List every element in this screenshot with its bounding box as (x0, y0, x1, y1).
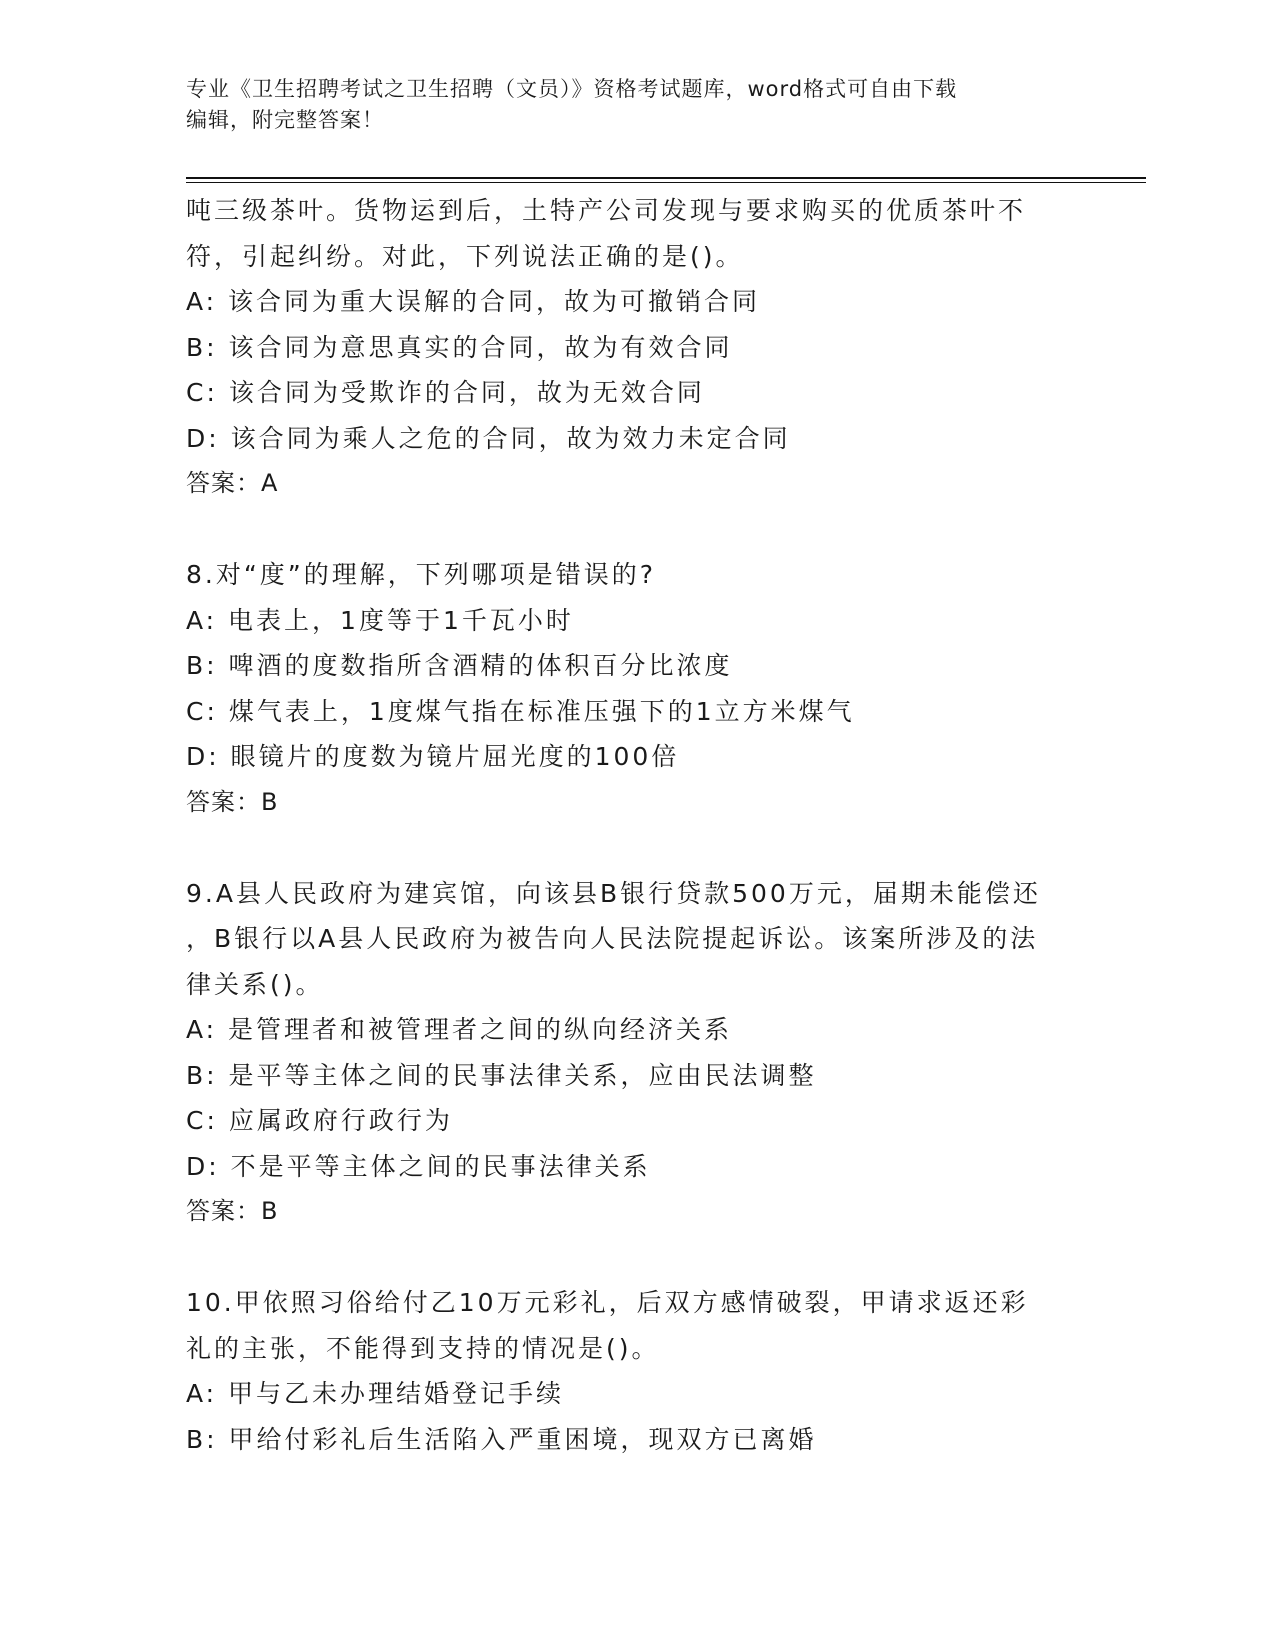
answer-line: 答案：B (186, 1197, 279, 1225)
question-10 (186, 1280, 1086, 1462)
option-b: B: 啤酒的度数指所含酒精的体积百分比浓度 (186, 651, 733, 680)
question-text-line: 10.甲依照习俗给付乙10万元彩礼，后双方感情破裂，甲请求返还彩 (186, 1288, 1029, 1317)
question-text-line: 9.A县人民政府为建宾馆，向该县B银行贷款500万元，届期未能偿还 (186, 878, 1041, 908)
option-c: C: 该合同为受欺诈的合同，故为无效合同 (186, 378, 705, 407)
option-a: A: 电表上，1度等于1千瓦小时 (186, 605, 574, 635)
header-line-1: 专业《卫生招聘考试之卫生招聘（文员）》资格考试题库，word格式可自由下载 (186, 77, 958, 101)
option-d: D: 眼镜片的度数为镜片屈光度的100倍 (186, 742, 680, 771)
spacer (186, 507, 1086, 553)
question-text-line: 吨三级茶叶。货物运到后，土特产公司发现与要求购买的优质茶叶不 (186, 196, 1027, 225)
spacer (186, 1235, 1086, 1281)
question-8 (186, 552, 1086, 825)
spacer (186, 825, 1086, 871)
answer-line: 答案：A (186, 469, 279, 497)
header-rule-thick (186, 177, 1146, 179)
question-text-line: 律关系()。 (186, 969, 324, 999)
question-9 (186, 871, 1086, 1235)
header-rule-thin (186, 182, 1146, 183)
option-a: A: 甲与乙未办理结婚登记手续 (186, 1379, 565, 1408)
page-header (186, 74, 1066, 136)
question-text-line: ，B银行以A县人民政府为被告向人民法院提起诉讼。该案所涉及的法 (186, 924, 1039, 953)
option-b: B: 是平等主体之间的民事法律关系，应由民法调整 (186, 1060, 817, 1090)
option-b: B: 该合同为意思真实的合同，故为有效合同 (186, 332, 733, 362)
answer-line: 答案：B (186, 787, 279, 816)
question-text-line: 符，引起纠纷。对此，下列说法正确的是()。 (186, 241, 744, 271)
option-c: C: 煤气表上，1度煤气指在标准压强下的1立方米煤气 (186, 696, 855, 726)
option-d: D: 不是平等主体之间的民事法律关系 (186, 1151, 651, 1181)
option-c: C: 应属政府行政行为 (186, 1106, 453, 1135)
question-7-continuation (186, 188, 1086, 507)
question-content (186, 188, 1086, 1462)
question-text-line: 8.对“度”的理解，下列哪项是错误的? (186, 560, 657, 589)
option-a: A: 是管理者和被管理者之间的纵向经济关系 (186, 1015, 733, 1044)
question-text-line: 礼的主张，不能得到支持的情况是()。 (186, 1333, 660, 1363)
header-line-2: 编辑，附完整答案！ (186, 108, 384, 132)
option-b: B: 甲给付彩礼后生活陷入严重困境，现双方已离婚 (186, 1424, 817, 1454)
option-a: A: 该合同为重大误解的合同，故为可撤销合同 (186, 287, 761, 316)
option-d: D: 该合同为乘人之危的合同，故为效力未定合同 (186, 423, 791, 453)
